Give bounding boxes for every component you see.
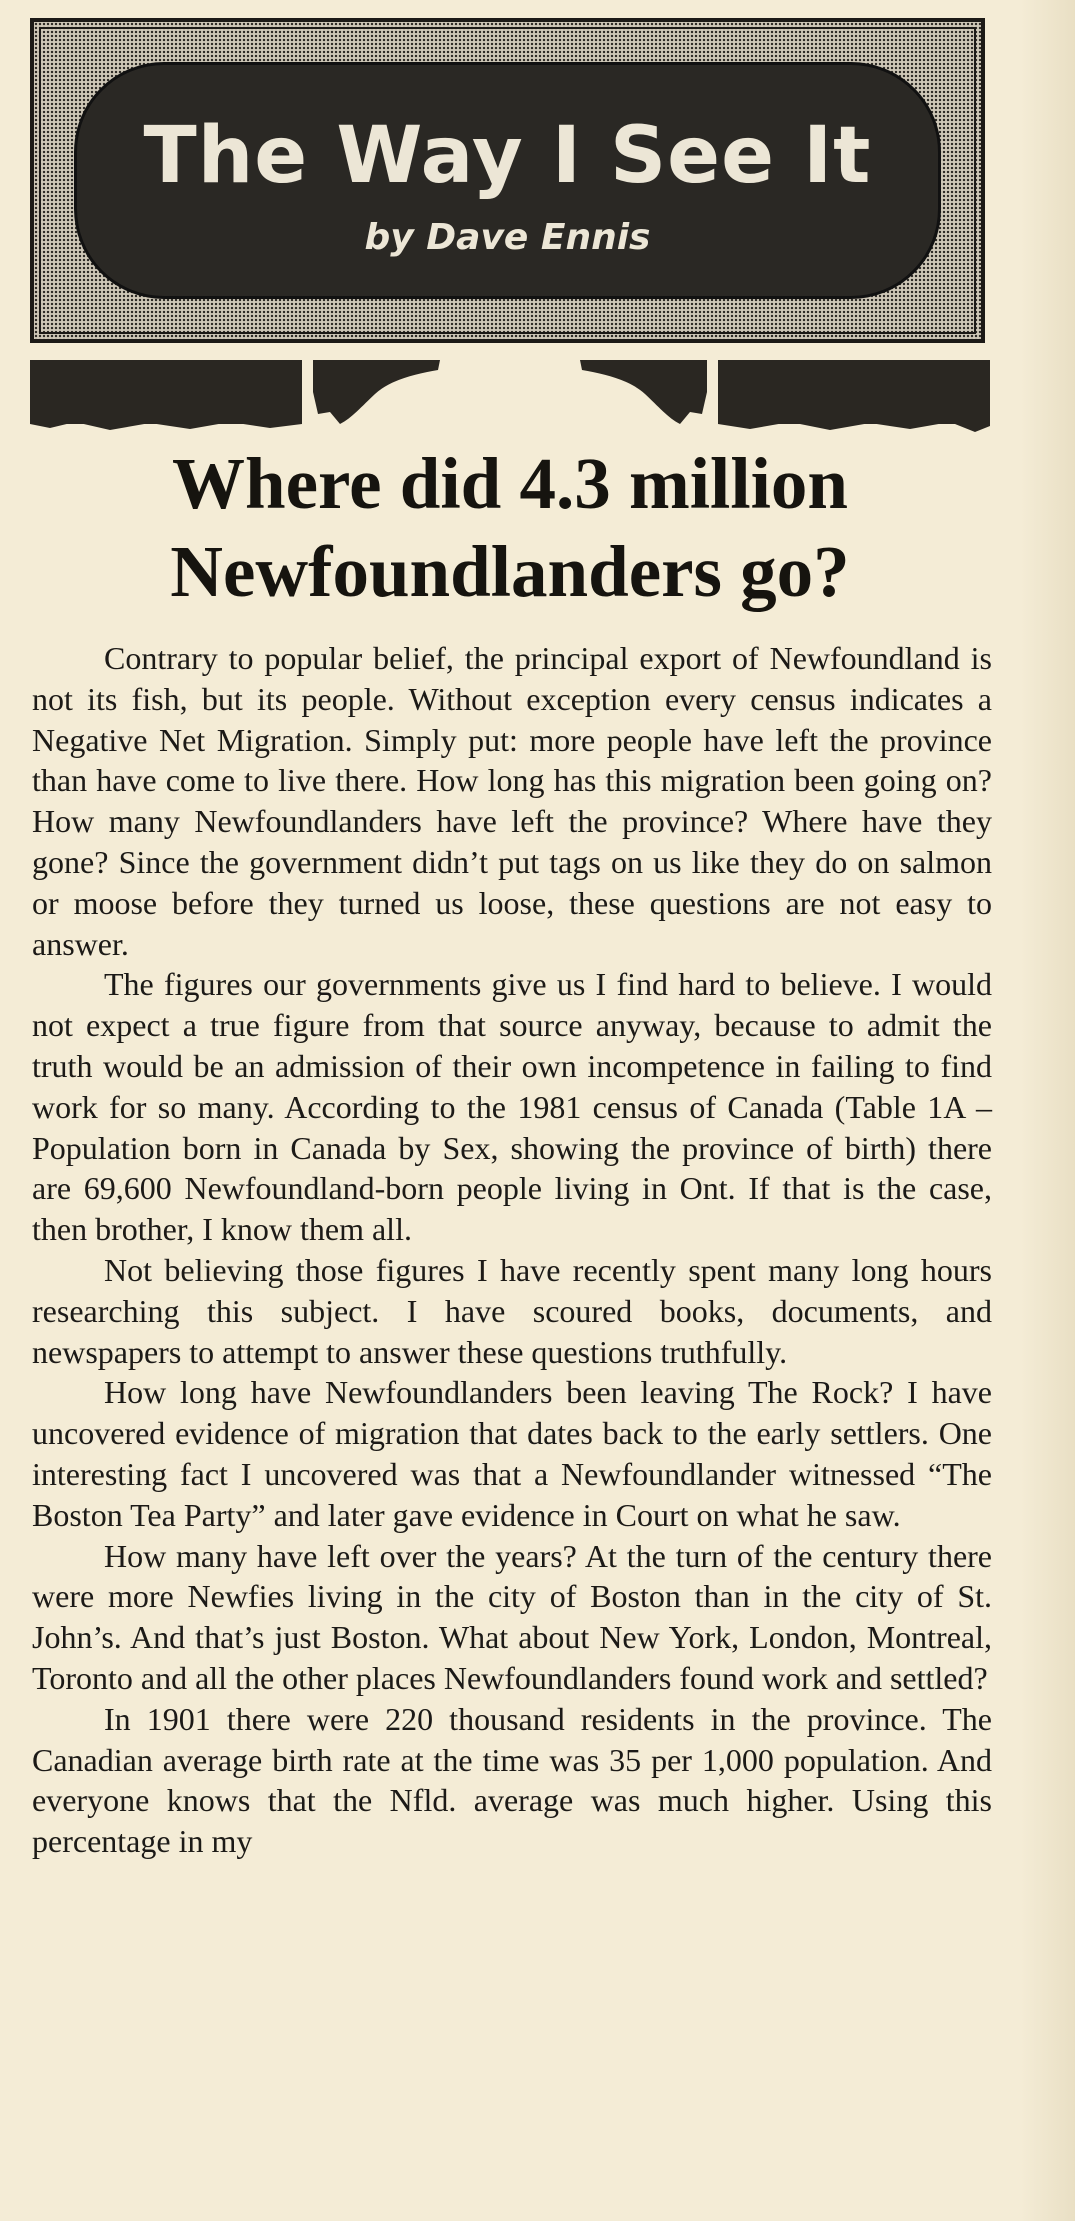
headline-line-1: Where did 4.3 million [172,443,848,524]
article-column [30,0,990,2221]
paper-edge [1020,0,1075,2221]
paragraph: The figures our governments give us I find hard to believe. I would not expect a true figure from that source anyway, because to admit the truth would be an admission of their own incompetence in failing to find work for so many. According to the 1981 census of Canada (Table 1A – Population born in Canada by Sex, showing the province of birth) there are 69,600 Newfoundland-born people living in Ont. If that is the case, then brother, I know them all. [32,966,992,1248]
paragraph: Not believing those figures I have recently spent many long hours researching this subject. I have scoured books, documents, and newspapers to attempt to answer these questions truthfully. [32,1251,992,1370]
paragraph: How many have left over the years? At the turn of the century there were more Newfies living in the city of Boston than in the city of St. John’s. And that’s just Boston. What about New York, London, Montreal, Toronto and all the other places Newfoundlanders found work and settled? [32,1537,992,1696]
article-body [32,638,992,1862]
masthead-banner [74,62,941,299]
ornament-right-bar [718,360,990,424]
ornament-right-wing [580,360,707,424]
ornament-left-wing [313,360,440,424]
paragraph: How long have Newfoundlanders been leaving The Rock? I have uncovered evidence of migration that dates back to the early settlers. One interesting fact I uncovered was that a Newfoundlander witnessed “The Boston Tea Party” and later gave evidence in Court on what he saw. [32,1374,992,1533]
paragraph: In 1901 there were 220 thousand residents in the province. The Canadian average birth rate at the time was 35 per 1,000 population. And everyone knows that the Nfld. average was much higher. Using this percentage in my [32,1700,992,1860]
paragraph: Contrary to popular belief, the principal export of Newfoundland is not its fish, but its people. Without exception every census indicates a Negative Net Migration. Simply put: more people have left the province than have come to live there. How long has this migration been going on? How many Newfoundlanders have left the province? Where have they gone? Since the government didn’t put tags on us like they do on salmon or moose before they turned us loose, these questions are not easy to answer. [32,640,992,962]
column-masthead [30,18,985,343]
ornament-left-bar [30,360,302,424]
masthead-ornament [30,352,990,442]
article-headline [30,440,990,616]
column-title: The Way I See It [143,111,872,201]
column-byline: by Dave Ennis [364,217,651,258]
headline-line-2: Newfoundlanders go? [170,531,850,612]
